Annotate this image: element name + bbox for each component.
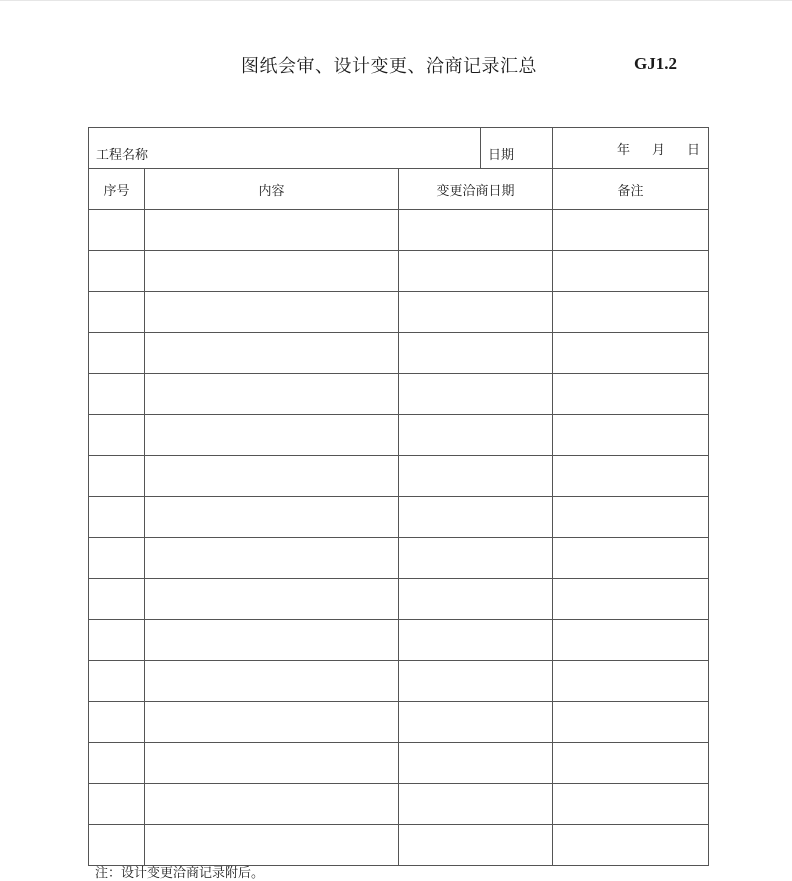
remarks-cell[interactable] [553,538,709,579]
content-cell[interactable] [145,292,399,333]
remarks-cell[interactable] [553,415,709,456]
table-row [89,374,709,415]
table-row [89,784,709,825]
content-cell[interactable] [145,210,399,251]
header-row [89,169,709,210]
table-row [89,333,709,374]
blank-rows [89,210,709,866]
table-row [89,292,709,333]
content-cell[interactable] [145,538,399,579]
date-month-label: 月 [651,143,665,158]
table-row [89,661,709,702]
index-cell[interactable] [89,415,145,456]
change-date-cell[interactable] [399,702,553,743]
remarks-cell[interactable] [553,210,709,251]
remarks-cell[interactable] [553,620,709,661]
date-year-label: 年 [616,143,630,158]
top-rule [0,0,792,1]
content-cell[interactable] [145,415,399,456]
remarks-cell[interactable] [553,702,709,743]
table-row [89,497,709,538]
remarks-cell[interactable] [553,825,709,866]
index-cell[interactable] [89,784,145,825]
table-row [89,620,709,661]
project-info-row [89,128,709,169]
change-date-cell[interactable] [399,661,553,702]
date-label: 日期 [488,148,515,163]
content-cell[interactable] [145,333,399,374]
index-cell[interactable] [89,661,145,702]
content-cell[interactable] [145,456,399,497]
project-name-cell[interactable] [89,128,481,169]
change-date-cell[interactable] [399,251,553,292]
project-name-label: 工程名称 [96,148,149,163]
table-row [89,251,709,292]
content-cell[interactable] [145,497,399,538]
table-row [89,825,709,866]
date-value-cell[interactable] [553,128,709,169]
column-header-index: 序号 [89,169,145,210]
table-row [89,579,709,620]
content-cell[interactable] [145,661,399,702]
remarks-cell[interactable] [553,456,709,497]
form-code: GJ1.2 [634,54,677,73]
change-date-cell[interactable] [399,497,553,538]
index-cell[interactable] [89,702,145,743]
remarks-cell[interactable] [553,743,709,784]
table-row [89,702,709,743]
change-date-cell[interactable] [399,538,553,579]
content-cell[interactable] [145,702,399,743]
change-date-cell[interactable] [399,743,553,784]
index-cell[interactable] [89,251,145,292]
index-cell[interactable] [89,620,145,661]
table-row [89,210,709,251]
column-header-change-date: 变更洽商日期 [399,169,553,210]
content-cell[interactable] [145,825,399,866]
date-day-label: 日 [687,143,701,158]
table-row [89,743,709,784]
footer-note: 注：设计变更洽商记录附后。 [95,866,265,881]
index-cell[interactable] [89,497,145,538]
content-cell[interactable] [145,579,399,620]
column-header-content: 内容 [145,169,399,210]
index-cell[interactable] [89,210,145,251]
remarks-cell[interactable] [553,784,709,825]
change-date-cell[interactable] [399,579,553,620]
remarks-cell[interactable] [553,333,709,374]
content-cell[interactable] [145,743,399,784]
index-cell[interactable] [89,333,145,374]
change-date-cell[interactable] [399,374,553,415]
change-date-cell[interactable] [399,210,553,251]
remarks-cell[interactable] [553,579,709,620]
index-cell[interactable] [89,743,145,784]
index-cell[interactable] [89,456,145,497]
index-cell[interactable] [89,825,145,866]
table-row [89,415,709,456]
remarks-cell[interactable] [553,374,709,415]
content-cell[interactable] [145,374,399,415]
change-date-cell[interactable] [399,333,553,374]
change-date-cell[interactable] [399,825,553,866]
index-cell[interactable] [89,538,145,579]
change-date-cell[interactable] [399,620,553,661]
index-cell[interactable] [89,374,145,415]
change-date-cell[interactable] [399,456,553,497]
remarks-cell[interactable] [553,497,709,538]
index-cell[interactable] [89,579,145,620]
content-cell[interactable] [145,784,399,825]
change-date-cell[interactable] [399,415,553,456]
column-header-remarks: 备注 [553,169,709,210]
page-title: 图纸会审、设计变更、洽商记录汇总 [241,56,537,77]
table-row [89,456,709,497]
change-date-cell[interactable] [399,784,553,825]
content-cell[interactable] [145,620,399,661]
remarks-cell[interactable] [553,251,709,292]
index-cell[interactable] [89,292,145,333]
table-row [89,538,709,579]
content-cell[interactable] [145,251,399,292]
date-label-cell [481,128,553,169]
record-summary-table [88,127,709,866]
remarks-cell[interactable] [553,292,709,333]
change-date-cell[interactable] [399,292,553,333]
remarks-cell[interactable] [553,661,709,702]
